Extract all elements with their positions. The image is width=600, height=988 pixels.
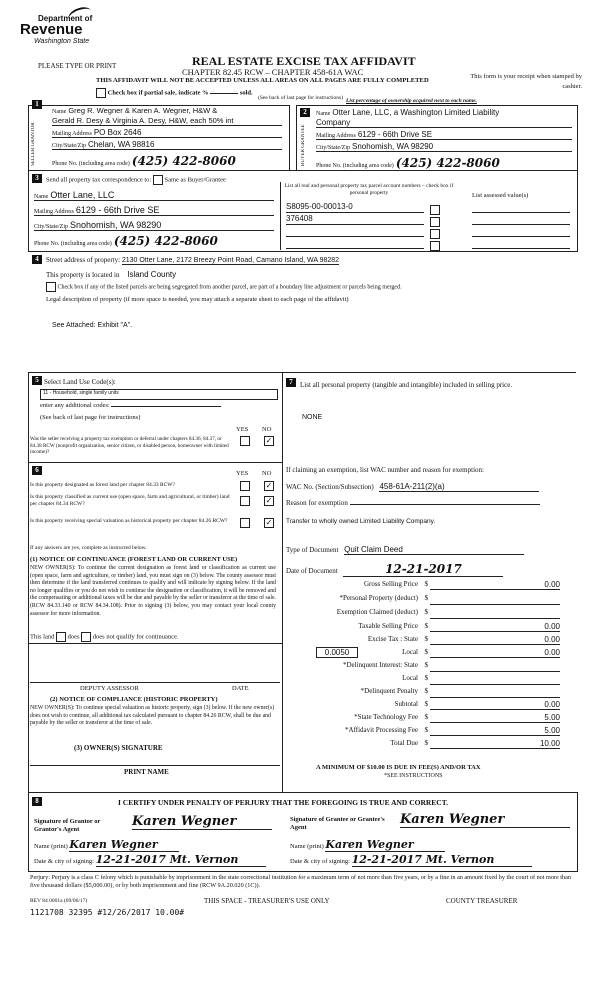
local-rate-box: 0.0050: [316, 647, 358, 658]
buyer-mailing-row: [316, 130, 572, 140]
additional-codes-label: enter any additional codes:: [40, 402, 110, 409]
additional-codes-row: [40, 402, 221, 409]
correspondence-name: Otter Lane, LLC: [50, 190, 115, 200]
s5-yes-checkbox[interactable]: [240, 436, 250, 446]
buyer-city-label: City/State/Zip: [316, 145, 350, 151]
parcel-header: List all real and personal property tax parcel account numbers – check box if personal property: [284, 183, 454, 196]
historic-yes-checkbox[interactable]: [240, 518, 250, 528]
located-row: [46, 270, 176, 279]
this-land-label: This land: [30, 633, 55, 641]
buyer-name2: Company: [316, 118, 572, 128]
see-back-note: (See back of last page for instructions): [258, 95, 343, 101]
wac-label: WAC No. (Section/Subsection): [286, 483, 374, 491]
seller-city-row: [52, 140, 282, 150]
seller-city-label: City/State/Zip: [52, 143, 86, 149]
correspondence-mailing: 6129 - 66th Drive SE: [75, 205, 160, 215]
deputy-assessor-label: DEPUTY ASSESSOR: [80, 685, 139, 692]
correspondence-city-label: City/State/Zip: [34, 224, 68, 230]
correspondence-city-row: [34, 220, 274, 231]
notice1-body: NEW OWNER(S): To continue the current designation as forest land or classification as current use (open space, farm and agriculture, or timber) land, you must sign on (3) below. The county assessor must then determine if the land transferred continues to qualify and will indicate by signing below. If the land no longer qualifies or you do not wish to continue the designation or classification, it will be removed and the compensating or additional taxes will be due and payable by the seller or transferor at the time of sale. (RCW 84.33.140 or RCW 84.34.108). Prior to signing (3) below, you may contact your local county assessor for more information.: [30, 565, 276, 617]
tax-row: Local $: [290, 674, 560, 685]
forest-no-checkbox[interactable]: ✓: [265, 481, 273, 490]
county: Island County: [127, 270, 177, 279]
seller-name: Greg R. Wegner & Karen A. Wegner, H&W &: [68, 106, 218, 115]
does-checkbox[interactable]: [56, 632, 66, 642]
owner-signature-label: (3) OWNER(S) SIGNATURE: [74, 744, 163, 752]
reason-value: Transfer to wholly owned Limited Liability Company.: [286, 518, 436, 525]
tax-row-value: [430, 661, 560, 672]
perjury-note: Perjury: Perjury is a class C felony which is punishable by imprisonment in the state correctional institution for a maximum term of not more than five years, or by a fine in an amount fixed by the court of not more than five thousand dollars ($5,000.00), or by both imprisonment and fine (RCW 9A.20.020 (1C)).: [30, 874, 571, 889]
section-4-number: 4: [32, 255, 42, 264]
land-use-see-back: (See back of last page for instructions): [40, 414, 141, 421]
tax-row-label: Excise Tax : State: [367, 635, 418, 643]
seller-mailing: PO Box 2646: [93, 128, 142, 137]
if-yes-note: If any answers are yes, complete as instructed below.: [30, 545, 147, 551]
tax-row-label: Total Due: [390, 739, 418, 747]
correspondence-name-label: Name: [34, 194, 49, 200]
buyer-phone: (425) 422-8060: [395, 156, 500, 170]
land-use-value: 11 - Household, single family units: [43, 390, 119, 396]
exemption-claim-label: If claiming an exemption, list WAC number and reason for exemption:: [286, 466, 484, 474]
partial-sale-checkbox[interactable]: [96, 88, 106, 98]
seller-phone-row: [52, 154, 282, 168]
doc-date-label: Date of Document: [286, 567, 338, 575]
buyer-mailing: 6129 - 66th Drive SE: [357, 130, 433, 139]
form-warning: THIS AFFIDAVIT WILL NOT BE ACCEPTED UNLESS ALL AREAS ON ALL PAGES ARE FULLY COMPLETED: [96, 77, 429, 84]
s6-top-border: [28, 462, 282, 463]
correspondence-phone-label: Phone No. (including area code): [34, 241, 112, 247]
tax-row-value: 5.00: [430, 713, 560, 723]
parcel-personal-checkbox[interactable]: [430, 205, 440, 215]
notice1-title: (1) NOTICE OF CONTINUANCE (FOREST LAND OR CURRENT USE): [30, 556, 238, 563]
seller-mailing-label: Mailing Address: [52, 131, 92, 137]
tax-row: *State Technology Fee $ 5.00: [354, 713, 560, 722]
doc-type-label: Type of Document: [286, 546, 339, 554]
tax-row: Exemption Claimed (deduct) $: [290, 608, 560, 619]
correspondence-mailing-row: [34, 205, 274, 216]
notice2-title: (2) NOTICE OF COMPLIANCE (HISTORIC PROPERTY): [50, 696, 218, 703]
personal-property-label: List all personal property (tangible and intangible) included in selling price.: [300, 381, 513, 389]
grantor-date-row: [34, 853, 266, 867]
grantee-print-row: [290, 838, 445, 852]
grantor-print-row: [34, 838, 179, 852]
parcel-column-divider: [280, 182, 281, 250]
land-use-select[interactable]: [40, 389, 278, 400]
does-not-label: does not: [92, 633, 115, 641]
seller-phone: (425) 422-8060: [131, 154, 236, 168]
correspondence-phone: (425) 422-8060: [113, 234, 218, 248]
buyer-name-label: Name: [316, 111, 331, 117]
tax-row-label: *State Technology Fee: [354, 713, 418, 721]
continuance-row: [30, 632, 179, 642]
seller-grantor-label: SELLER GRANTOR: [31, 122, 36, 166]
agency-logo: [20, 14, 100, 54]
tax-row-label: *Delinquent Interest: State: [342, 661, 418, 669]
tax-row-label: *Affidavit Processing Fee: [345, 726, 418, 734]
parcel-row[interactable]: [286, 238, 424, 249]
correspondence-mailing-label: Mailing Address: [34, 209, 74, 215]
grantee-signature: Karen Wegner: [400, 812, 570, 828]
tax-row: 0.0050 Local $ 0.00: [290, 648, 560, 659]
s6-no-label: NO: [262, 470, 272, 477]
correspondence-city: Snohomish, WA 98290: [70, 220, 162, 230]
tax-row-value: 0.00: [430, 700, 560, 710]
does-label: does: [67, 633, 80, 641]
does-not-checkbox[interactable]: [81, 632, 91, 642]
tax-row-label: Gross Selling Price: [363, 580, 418, 588]
tax-row-value: 0.00: [430, 648, 560, 658]
doc-type-value: Quit Claim Deed: [344, 545, 524, 555]
current-use-no-checkbox[interactable]: ✓: [265, 496, 273, 505]
exemption-question: Was the seller receiving a property tax exemption or deferral under chapters 84.36, 84.37, or 84.38 RCW (nonprofit organization, senior citizen, or disabled person, homeowner with limited income)?: [30, 436, 229, 455]
s5-no-checkbox[interactable]: ✓: [265, 436, 273, 445]
tax-row-label: Local: [402, 674, 418, 682]
form-chapter: CHAPTER 82.45 RCW – CHAPTER 458-61A WAC: [182, 67, 364, 77]
tax-row: *Delinquent Penalty $: [290, 687, 560, 698]
tax-row-label: Exemption Claimed (deduct): [336, 608, 418, 616]
same-as-buyer-checkbox[interactable]: [153, 175, 163, 185]
assessed-value-row[interactable]: [472, 226, 570, 237]
forest-yes-checkbox[interactable]: [240, 481, 250, 491]
located-label: This property is located in: [46, 271, 120, 279]
section-1-number: 1: [32, 100, 42, 109]
tax-row-value: [430, 594, 560, 605]
tax-row: Subtotal $ 0.00: [394, 700, 560, 709]
segregated-checkbox[interactable]: [46, 282, 56, 292]
tax-row-value: [430, 674, 560, 685]
tax-row: Total Due $ 10.00: [390, 739, 560, 748]
grantee-print-name: Karen Wegner: [325, 838, 445, 852]
street-label: Street address of property:: [46, 256, 121, 264]
tax-row: Taxable Selling Price $ 0.00: [358, 622, 560, 631]
segregated-label: Check box if any of the listed parcels are being segregated from another parcel, are part of a boundary line adjustment or parcels being merged.: [57, 284, 402, 291]
right-column-top: [282, 372, 576, 373]
seller-name-label: Name: [52, 109, 67, 115]
tax-row-value: 0.00: [430, 622, 560, 632]
grantee-signature-label: Signature of Grantee or Grantee's Agent: [290, 816, 385, 831]
street-address: 2130 Otter Lane, 2172 Breezy Point Road, Camano Island, WA 98282: [121, 257, 340, 264]
tax-row: *Affidavit Processing Fee $ 5.00: [345, 726, 560, 735]
minimum-fee-note: A MINIMUM OF $10.00 IS DUE IN FEE(S) AND/OR TAX: [316, 764, 481, 771]
tax-row-value: 5.00: [430, 726, 560, 736]
grantor-signature-label: Signature of Grantor or Grantor's Agent: [34, 818, 101, 833]
logo-line1: Department of: [38, 14, 93, 23]
deputy-date-label: DATE: [232, 685, 249, 692]
doc-date-row: [286, 562, 503, 577]
form-title: REAL ESTATE EXCISE TAX AFFIDAVIT: [192, 54, 416, 68]
grantor-date-city: 12-21-2017 Mt. Vernon: [96, 853, 266, 867]
buyer-grantee-label: BUYER GRANTEE: [301, 124, 306, 166]
grantee-print-label: Name (print): [290, 843, 324, 850]
tax-row-value: [430, 608, 560, 619]
grantee-date-label: Date & city of signing:: [290, 858, 350, 865]
tax-row: *Delinquent Interest: State $: [290, 661, 560, 672]
current-use-question: Is this property classified as current use (open space, farm and agricultural, or timber) land per chapter 84.34 RCW?: [30, 494, 230, 507]
county-treasurer: COUNTY TREASURER: [446, 897, 518, 905]
send-correspondence-label: Send all property tax correspondence to:: [46, 176, 152, 184]
seller-mailing-row: [52, 128, 282, 138]
reason-row: [286, 499, 540, 507]
assessed-header: List assessed value(s): [472, 192, 529, 199]
tax-row-label: Local: [402, 648, 418, 656]
section-7-number: 7: [286, 378, 296, 387]
wac-value: 458-61A-211(2)(a): [379, 482, 539, 492]
legal-description-label: Legal description of property (if more space is needed, you may attach a separate sheet to each page of the affidavit): [46, 296, 349, 303]
seller-name-row: [52, 106, 282, 115]
parcel-row[interactable]: 376408: [286, 214, 424, 225]
tax-row-value: 10.00: [430, 739, 560, 749]
doc-type-row: [286, 545, 524, 555]
assessed-value-row[interactable]: [472, 214, 570, 225]
parcel-personal-checkbox[interactable]: [430, 229, 440, 239]
section-8-number: 8: [32, 797, 42, 806]
tax-row-label: *Personal Property (deduct): [339, 594, 418, 602]
partial-sale-row: [96, 88, 253, 98]
tax-row-value: 0.00: [430, 580, 560, 590]
left-column-bottom: [28, 642, 29, 792]
parcel-personal-checkbox[interactable]: [430, 241, 440, 251]
treasurer-use: THIS SPACE - TREASURER'S USE ONLY: [204, 897, 330, 905]
ownership-label: List percentage of ownership acquired next to each name.: [346, 98, 477, 104]
receipt-note: This form is your receipt when stamped by cashier.: [470, 73, 582, 90]
tax-row-label: *Delinquent Penalty: [360, 687, 418, 695]
section-2-number: 2: [300, 108, 310, 117]
buyer-mailing-label: Mailing Address: [316, 133, 356, 139]
section-5-number: 5: [32, 376, 42, 385]
buyer-phone-row: [316, 156, 572, 170]
same-as-buyer-label: Same as Buyer/Grantee: [164, 176, 226, 184]
grantor-print-name: Karen Wegner: [69, 838, 179, 852]
s5-no-label: NO: [262, 426, 272, 433]
buyer-phone-label: Phone No. (including area code): [316, 163, 394, 169]
assessed-value-row[interactable]: [472, 238, 570, 249]
personal-property-value: NONE: [302, 414, 323, 421]
partial-sale-label: Check box if partial sale, indicate %: [107, 89, 209, 97]
wac-row: [286, 482, 539, 492]
buyer-city-row: [316, 142, 572, 152]
parcel-row[interactable]: [286, 226, 424, 237]
grantor-signature: Karen Wegner: [132, 814, 272, 830]
reason-label: Reason for exemption: [286, 499, 348, 507]
seller-name2: Gerald R. Desy & Virginia A. Desy, H&W, each 50% int: [52, 116, 282, 126]
correspondence-name-row: [34, 190, 274, 201]
correspondence-phone-row: [34, 234, 274, 248]
seller-phone-label: Phone No. (including area code): [52, 161, 130, 167]
tax-row: Gross Selling Price $ 0.00: [363, 580, 560, 589]
parcel-row[interactable]: S8095-00-00013-0: [286, 202, 424, 213]
street-row: [46, 256, 566, 264]
land-use-label: Select Land Use Code(s):: [44, 378, 116, 386]
see-attached: See Attached: Exhibit "A".: [52, 322, 133, 329]
tax-row-label: Subtotal: [394, 700, 418, 708]
tax-row-label: Taxable Selling Price: [358, 622, 418, 630]
notice2-body: NEW OWNER(S): To continue special valuation as historic property, sign (3) below. If the new owner(s) does not wish to continue, all additional tax calculated pursuant to chapter 84.26 RCW, shall be due and payable by the seller or transferor at the time of sale.: [30, 705, 275, 727]
certify-statement: I CERTIFY UNDER PENALTY OF PERJURY THAT THE FOREGOING IS TRUE AND CORRECT.: [118, 798, 449, 807]
forest-question: Is this property designated as forest land per chapter 84.33 RCW?: [30, 482, 175, 488]
grantee-date-city: 12-21-2017 Mt. Vernon: [352, 853, 532, 867]
section-6-number: 6: [32, 466, 42, 475]
see-instructions-note: *SEE INSTRUCTIONS: [384, 773, 443, 779]
grantee-date-row: [290, 853, 532, 867]
s5-yes-label: YES: [236, 426, 249, 433]
grantor-print-label: Name (print): [34, 843, 68, 850]
parcel-personal-checkbox[interactable]: [430, 217, 440, 227]
current-use-yes-checkbox[interactable]: [240, 496, 250, 506]
buyer-name-row: [316, 108, 572, 117]
tax-row: *Personal Property (deduct) $: [290, 594, 560, 605]
send-correspondence-row: [46, 175, 226, 185]
tax-row: Excise Tax : State $ 0.00: [367, 635, 560, 644]
receipt-stamp: 1121708 32395 #12/26/2017 10.00#: [30, 908, 185, 917]
tax-row-value: [430, 687, 560, 698]
section-3-number: 3: [32, 174, 42, 183]
historic-no-checkbox[interactable]: ✓: [265, 518, 273, 527]
historic-question: Is this property receiving special valuation as historical property per chapter 84.26 RCW?: [30, 518, 228, 524]
deputy-line: [30, 682, 280, 683]
print-name-label: PRINT NAME: [124, 768, 169, 776]
form-revision: REV 84 0001a (09/06/17): [30, 898, 88, 904]
logo-line2: Revenue: [20, 21, 83, 38]
type-or-print: PLEASE TYPE OR PRINT: [38, 62, 117, 70]
segregated-row: [46, 282, 402, 292]
s6-yes-label: YES: [236, 470, 249, 477]
grantor-date-label: Date & city of signing:: [34, 858, 94, 865]
tax-row-value: 0.00: [430, 635, 560, 645]
seller-city: Chelan, WA 98816: [88, 140, 155, 149]
assessed-value-row[interactable]: [472, 202, 570, 213]
doc-date-value: 12-21-2017: [343, 562, 503, 577]
logo-line3: Washington State: [34, 38, 90, 45]
buyer-city: Snohomish, WA 98290: [352, 142, 434, 151]
sold-label: sold.: [239, 89, 253, 97]
buyer-name: Otter Lane, LLC, a Washington Limited Liability: [332, 108, 500, 117]
qualify-label: qualify for continuance.: [116, 633, 179, 641]
column-divider: [282, 372, 283, 792]
print-name-line: [30, 765, 280, 766]
